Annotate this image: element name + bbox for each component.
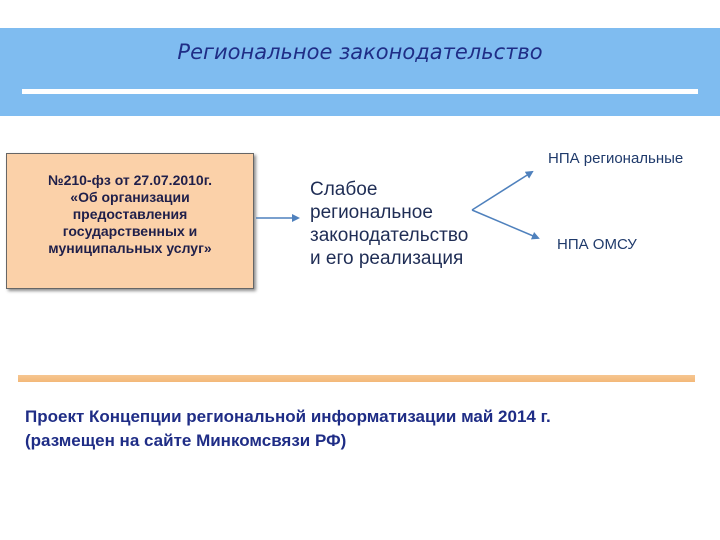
arrow-to-npa-regional [472,172,532,210]
project-concept-text: Проект Концепции региональной информатизации май 2014 г. (размещен на сайте Минкомсвязи РФ) [25,407,551,450]
section-divider [18,375,695,382]
page-title: Региональное законодательство [177,40,543,64]
law-box-text: №210-фз от 27.07.2010г. «Об организации предоставления государственных и муниципальных услуг» [47,172,213,256]
arrow-to-npa-municipal [472,210,538,238]
npa-municipal-label: НПА ОМСУ [557,236,637,253]
weak-legislation-text: Слабое региональное законодательство и его реализация [310,179,469,269]
npa-regional-label: НПА региональные [548,150,684,167]
